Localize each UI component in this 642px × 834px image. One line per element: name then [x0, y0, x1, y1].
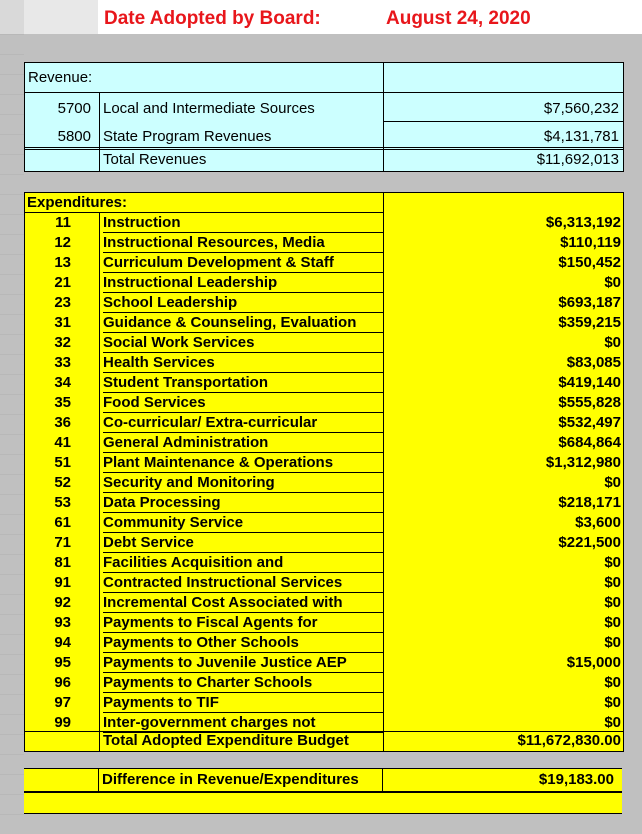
revenue-total-amount: $11,692,013 — [536, 151, 619, 168]
date-adopted-value: August 24, 2020 — [386, 8, 531, 29]
gridline — [0, 34, 24, 35]
expenditure-row — [25, 453, 623, 473]
expenditure-row — [25, 673, 623, 693]
expenditure-code: 96 — [54, 674, 71, 691]
expenditure-row — [25, 533, 623, 553]
gridline — [0, 534, 24, 535]
expenditure-description: Co-curricular/ Extra-curricular — [103, 414, 318, 431]
expenditure-amount: $555,828 — [558, 394, 621, 411]
expenditure-code: 33 — [54, 354, 71, 371]
expenditure-amount: $359,215 — [558, 314, 621, 331]
expenditure-code: 71 — [54, 534, 71, 551]
expenditure-description: Social Work Services — [103, 334, 255, 351]
expenditure-amount: $0 — [604, 274, 621, 291]
expenditure-total-amount: $11,672,830.00 — [517, 732, 621, 749]
expenditure-amount: $6,313,192 — [545, 214, 621, 231]
expenditure-code: 91 — [54, 574, 71, 591]
expenditure-row — [25, 473, 623, 493]
gridline — [0, 294, 24, 295]
revenue-amount: $7,560,232 — [543, 100, 619, 117]
revenue-description: Local and Intermediate Sources — [103, 100, 315, 117]
gridline — [0, 214, 24, 215]
gridline — [0, 734, 24, 735]
gridline — [0, 134, 24, 135]
expenditure-code: 81 — [54, 554, 71, 571]
expenditure-amount: $684,864 — [558, 434, 621, 451]
expenditure-code: 61 — [54, 514, 71, 531]
expenditure-amount: $0 — [604, 714, 621, 731]
expenditure-row — [25, 433, 623, 453]
expenditure-row — [25, 693, 623, 713]
expenditure-code: 21 — [54, 274, 71, 291]
expenditure-row — [25, 213, 623, 233]
gridline — [0, 634, 24, 635]
expenditure-row — [25, 573, 623, 593]
gridline — [0, 554, 24, 555]
blank-yellow-row — [24, 793, 622, 814]
expenditure-description: Instruction — [103, 214, 181, 231]
expenditure-row — [25, 613, 623, 633]
expenditure-description: Facilities Acquisition and — [103, 554, 284, 571]
expenditure-row — [25, 393, 623, 413]
difference-label: Difference in Revenue/Expenditures — [102, 771, 359, 788]
expenditure-code: 95 — [54, 654, 71, 671]
gridline — [0, 674, 24, 675]
expenditure-code: 31 — [54, 314, 71, 331]
expenditure-row — [25, 653, 623, 673]
expenditure-amount: $693,187 — [558, 294, 621, 311]
expenditure-code: 23 — [54, 294, 71, 311]
expenditure-description: Payments to Other Schools — [103, 634, 299, 651]
expenditure-description: Food Services — [103, 394, 206, 411]
revenue-section — [24, 62, 624, 172]
gridline — [0, 254, 24, 255]
spreadsheet-margin — [24, 0, 98, 34]
revenue-total-row — [25, 150, 623, 170]
gridline — [0, 474, 24, 475]
gridline — [0, 54, 24, 55]
gridline — [0, 494, 24, 495]
expenditure-code: 93 — [54, 614, 71, 631]
expenditures-heading-row — [25, 193, 623, 213]
expenditure-code: 12 — [54, 234, 71, 251]
gridline — [0, 394, 24, 395]
expenditure-description: Payments to Charter Schools — [103, 674, 313, 691]
expenditure-amount: $0 — [604, 574, 621, 591]
gridline — [0, 754, 24, 755]
expenditure-row — [25, 413, 623, 433]
gridline — [0, 114, 24, 115]
revenue-description: State Program Revenues — [103, 128, 272, 145]
revenue-code: 5700 — [57, 100, 91, 117]
expenditure-description: Payments to TIF — [103, 694, 219, 711]
expenditure-description: Payments to Juvenile Justice AEP — [103, 654, 347, 671]
gridline — [0, 814, 24, 815]
gridline — [0, 794, 24, 795]
expenditure-amount: $532,497 — [558, 414, 621, 431]
expenditure-code: 97 — [54, 694, 71, 711]
revenue-code: 5800 — [57, 128, 91, 145]
expenditure-row — [25, 313, 623, 333]
expenditure-amount: $110,119 — [560, 234, 621, 251]
expenditure-amount: $218,171 — [558, 494, 621, 511]
report-header — [0, 0, 642, 34]
expenditure-amount: $0 — [604, 614, 621, 631]
gridline — [0, 654, 24, 655]
expenditures-heading: Expenditures: — [27, 194, 128, 211]
gridline — [0, 94, 24, 95]
gridline — [0, 334, 24, 335]
revenue-amount: $4,131,781 — [543, 128, 619, 145]
expenditure-row — [25, 593, 623, 613]
expenditure-description: Inter-government charges not — [103, 714, 316, 731]
gridline — [0, 174, 24, 175]
expenditure-row — [25, 713, 623, 733]
revenue-row — [25, 99, 623, 119]
expenditure-amount: $1,312,980 — [545, 454, 621, 471]
expenditure-code: 94 — [54, 634, 71, 651]
expenditure-row — [25, 293, 623, 313]
gridline — [0, 354, 24, 355]
expenditure-row — [25, 633, 623, 653]
expenditure-row — [25, 553, 623, 573]
expenditure-amount: $15,000 — [566, 654, 621, 671]
expenditure-code: 99 — [54, 714, 71, 731]
expenditure-code: 51 — [54, 454, 71, 471]
gridline — [0, 374, 24, 375]
revenue-heading: Revenue: — [28, 69, 93, 86]
expenditure-row — [25, 333, 623, 353]
revenue-row — [25, 127, 623, 147]
expenditure-amount: $0 — [604, 674, 621, 691]
gridline — [0, 614, 24, 615]
expenditure-total-row — [25, 731, 623, 750]
expenditure-total-label: Total Adopted Expenditure Budget — [103, 732, 349, 749]
gridline — [0, 774, 24, 775]
expenditure-amount: $3,600 — [575, 514, 621, 531]
expenditure-amount: $150,452 — [558, 254, 621, 271]
expenditure-description: Incremental Cost Associated with — [103, 594, 343, 611]
gridline — [0, 694, 24, 695]
expenditure-amount: $83,085 — [566, 354, 621, 371]
expenditure-code: 53 — [54, 494, 71, 511]
date-adopted-label: Date Adopted by Board: — [104, 8, 321, 29]
expenditure-description: Security and Monitoring — [103, 474, 275, 491]
expenditure-amount: $0 — [604, 594, 621, 611]
expenditure-description: Plant Maintenance & Operations — [103, 454, 334, 471]
expenditure-amount: $0 — [604, 634, 621, 651]
gridline — [0, 234, 24, 235]
spreadsheet-margin — [0, 0, 24, 34]
expenditure-row — [25, 493, 623, 513]
expenditure-description: Student Transportation — [103, 374, 268, 391]
expenditure-code: 92 — [54, 594, 71, 611]
expenditure-description: Community Service — [103, 514, 244, 531]
expenditure-row — [25, 253, 623, 273]
expenditure-amount: $419,140 — [558, 374, 621, 391]
expenditure-row — [25, 353, 623, 373]
expenditure-code: 11 — [55, 214, 71, 231]
gridline — [0, 454, 24, 455]
gridline — [0, 74, 24, 75]
expenditure-row — [25, 373, 623, 393]
expenditure-amount: $0 — [604, 694, 621, 711]
gridline — [0, 414, 24, 415]
expenditure-description: Health Services — [103, 354, 215, 371]
expenditure-amount: $0 — [604, 474, 621, 491]
gridline — [0, 154, 24, 155]
expenditure-description: School Leadership — [103, 294, 238, 311]
difference-amount: $19,183.00 — [538, 771, 614, 788]
expenditure-row — [25, 513, 623, 533]
expenditure-description: Payments to Fiscal Agents for — [103, 614, 318, 631]
expenditure-description: Data Processing — [103, 494, 221, 511]
gridline — [0, 274, 24, 275]
gridline — [0, 714, 24, 715]
expenditure-code: 35 — [54, 394, 71, 411]
expenditure-description: Debt Service — [103, 534, 194, 551]
expenditure-description: Contracted Instructional Services — [103, 574, 343, 591]
expenditure-row — [25, 233, 623, 253]
gridline — [0, 594, 24, 595]
expenditure-code: 41 — [54, 434, 71, 451]
gridline — [0, 514, 24, 515]
gridline — [0, 314, 24, 315]
expenditures-section — [24, 192, 624, 752]
gridline — [0, 194, 24, 195]
revenue-total-label: Total Revenues — [103, 151, 207, 168]
expenditure-description: General Administration — [103, 434, 269, 451]
expenditure-amount: $221,500 — [558, 534, 621, 551]
expenditure-code: 34 — [54, 374, 71, 391]
expenditure-code: 13 — [54, 254, 71, 271]
expenditure-amount: $0 — [604, 554, 621, 571]
expenditure-code: 32 — [54, 334, 71, 351]
expenditure-code: 36 — [54, 414, 71, 431]
expenditure-row — [25, 273, 623, 293]
expenditure-description: Instructional Resources, Media — [103, 234, 325, 251]
difference-row — [24, 768, 622, 793]
expenditure-description: Guidance & Counseling, Evaluation — [103, 314, 357, 331]
expenditure-description: Instructional Leadership — [103, 274, 278, 291]
expenditure-code: 52 — [54, 474, 71, 491]
gridline — [0, 574, 24, 575]
expenditure-amount: $0 — [604, 334, 621, 351]
expenditure-description: Curriculum Development & Staff — [103, 254, 334, 271]
gridline — [0, 434, 24, 435]
